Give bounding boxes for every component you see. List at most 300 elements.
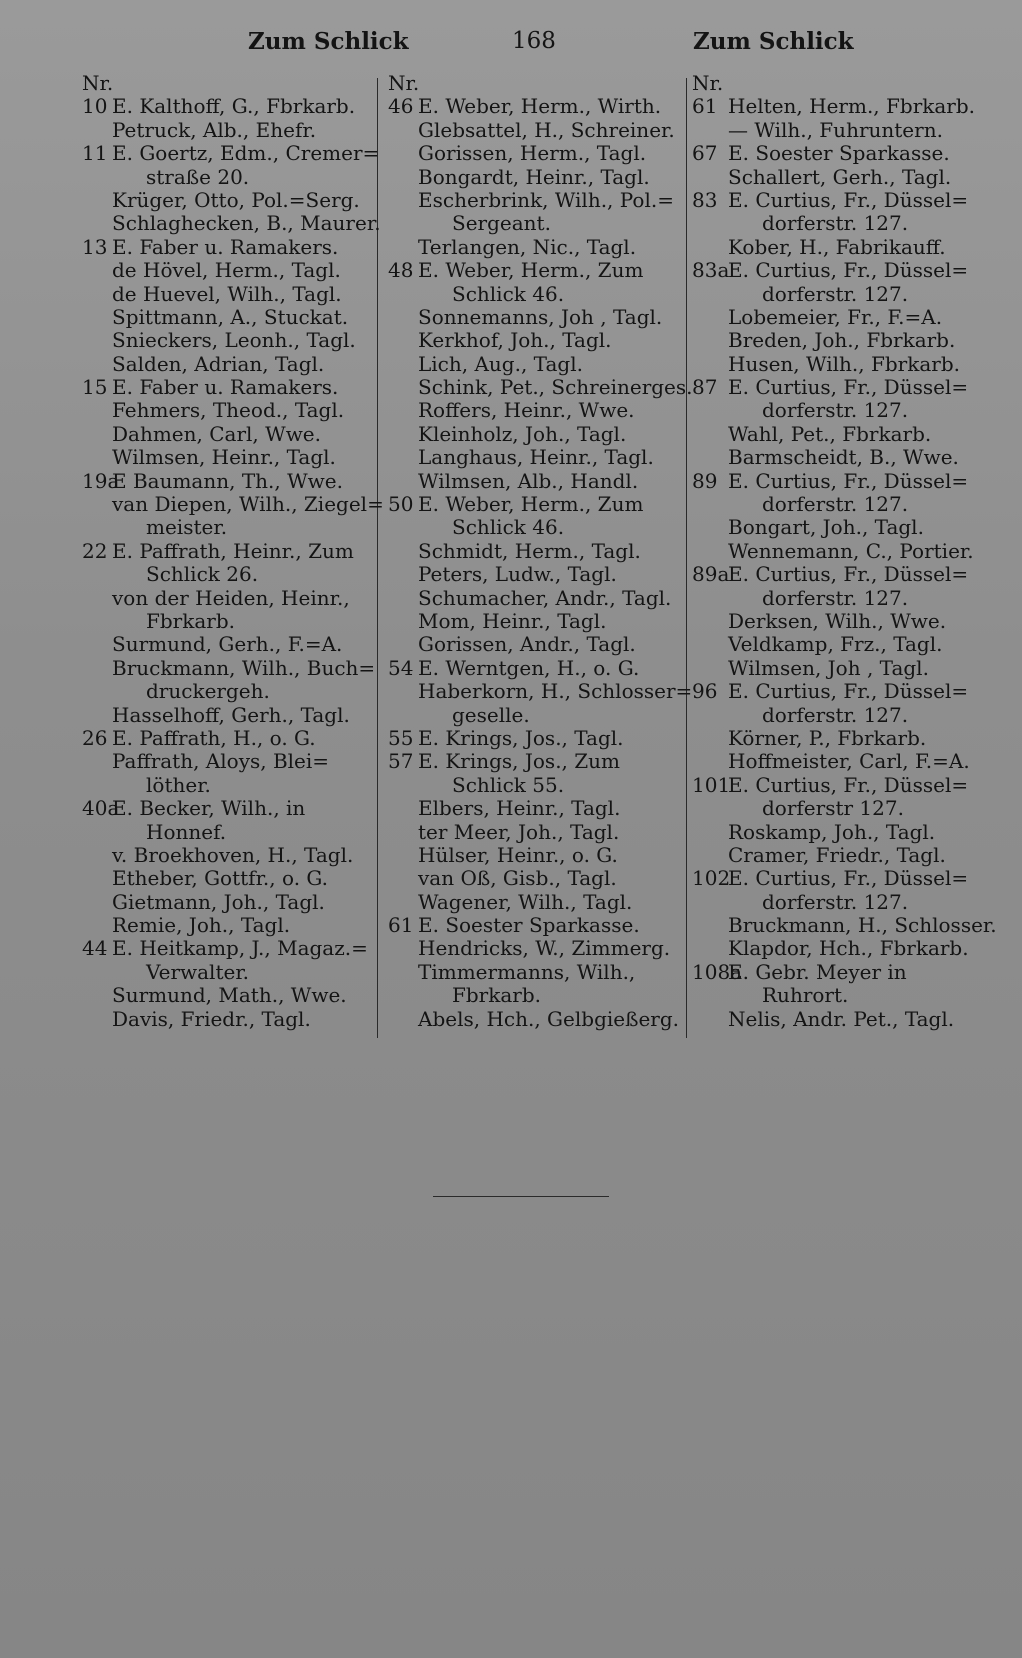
house-entry	[82, 937, 372, 960]
resident-entry	[692, 306, 992, 329]
house-number: 46	[388, 94, 414, 119]
house-number: 83a	[692, 258, 730, 283]
entry-text: Schlaghecken, B., Maurer.	[112, 211, 381, 236]
entry-text: Ruhrort.	[762, 983, 849, 1008]
entry-text: dorferstr. 127.	[762, 585, 909, 610]
entry-text: Schlick 46.	[452, 515, 565, 540]
entry-text: Roskamp, Joh., Tagl.	[728, 819, 936, 844]
entry-text: Snieckers, Leonh., Tagl.	[112, 328, 356, 353]
house-number: 50	[388, 492, 414, 517]
entry-text: Wilmsen, Joh , Tagl.	[728, 655, 929, 680]
entry-continuation	[82, 680, 372, 703]
entry-text: Salden, Adrian, Tagl.	[112, 351, 325, 376]
house-number	[82, 563, 112, 586]
resident-entry	[82, 844, 372, 867]
entry-text: Verwalter.	[146, 959, 250, 984]
house-number	[692, 166, 728, 189]
resident-entry	[388, 540, 678, 563]
entry-text: von der Heiden, Heinr.,	[112, 585, 350, 610]
house-number	[692, 283, 728, 306]
house-number	[388, 984, 418, 1007]
house-number	[692, 236, 728, 259]
house-entry	[82, 797, 372, 820]
house-number	[692, 329, 728, 352]
house-entry	[692, 142, 992, 165]
house-number	[388, 867, 418, 890]
entry-text: dorferstr. 127.	[762, 889, 909, 914]
house-entry	[692, 95, 992, 118]
entry-text: Wahl, Pet., Fbrkarb.	[728, 421, 932, 446]
resident-entry	[82, 189, 372, 212]
house-entry	[692, 774, 992, 797]
running-header	[0, 28, 1022, 68]
entry-continuation	[388, 704, 678, 727]
entry-text: Honnef.	[146, 819, 227, 844]
entry-text: Hoffmeister, Carl, F.=A.	[728, 749, 970, 774]
house-number	[388, 610, 418, 633]
entry-continuation	[388, 774, 678, 797]
house-number	[388, 563, 418, 586]
entry-text: Breden, Joh., Fbrkarb.	[728, 328, 956, 353]
resident-entry	[388, 821, 678, 844]
resident-entry	[692, 446, 992, 469]
entry-text: dorferstr. 127.	[762, 702, 909, 727]
entry-text: Hülser, Heinr., o. G.	[418, 842, 618, 867]
house-number: 40a	[82, 796, 120, 821]
house-number	[82, 329, 112, 352]
resident-entry	[82, 329, 372, 352]
entry-text: E. Faber u. Ramakers.	[112, 234, 339, 259]
entry-text: E. Curtius, Fr., Düssel=	[728, 187, 969, 212]
house-number: 22	[82, 538, 108, 563]
house-number	[82, 704, 112, 727]
house-number	[82, 1008, 112, 1031]
resident-entry	[82, 211, 381, 236]
resident-entry	[82, 259, 372, 282]
entry-text: E. Paffrath, Heinr., Zum	[112, 538, 354, 563]
resident-entry	[388, 610, 678, 633]
house-number	[388, 446, 418, 469]
house-number	[692, 821, 728, 844]
entry-text: E. Goertz, Edm., Cremer=	[112, 141, 380, 166]
entry-text: dorferstr 127.	[762, 796, 904, 821]
resident-entry	[388, 189, 678, 212]
resident-entry	[388, 563, 678, 586]
entry-text: E. Weber, Herm., Zum	[418, 258, 644, 283]
house-entry	[692, 680, 992, 703]
house-number: 11	[82, 141, 108, 166]
house-number	[82, 633, 112, 656]
entry-text: druckergeh.	[146, 679, 270, 704]
resident-entry	[692, 913, 997, 938]
house-number	[692, 446, 728, 469]
resident-entry	[82, 750, 372, 773]
house-number	[388, 516, 418, 539]
entry-text: Bruckmann, H., Schlosser.	[728, 913, 997, 938]
resident-entry	[82, 353, 372, 376]
house-number	[82, 750, 112, 773]
house-number	[82, 844, 112, 867]
resident-entry	[692, 423, 992, 446]
resident-entry	[388, 446, 678, 469]
entry-text: Bongardt, Heinr., Tagl.	[418, 164, 650, 189]
entry-text: E. Curtius, Fr., Düssel=	[728, 468, 969, 493]
entry-text: Schallert, Gerh., Tagl.	[728, 164, 952, 189]
house-number	[692, 516, 728, 539]
house-number	[388, 306, 418, 329]
house-number	[82, 891, 112, 914]
house-entry	[388, 259, 678, 282]
house-number: 15	[82, 375, 108, 400]
entry-text: Fehmers, Theod., Tagl.	[112, 398, 345, 423]
entry-continuation	[82, 563, 372, 586]
house-number: 55	[388, 725, 414, 750]
house-number	[388, 937, 418, 960]
house-number: 57	[388, 749, 414, 774]
entry-text: Peters, Ludw., Tagl.	[418, 562, 617, 587]
house-number	[388, 353, 418, 376]
entry-text: Schlick 46.	[452, 281, 565, 306]
house-number	[82, 984, 112, 1007]
entry-text: E. Soester Sparkasse.	[728, 141, 950, 166]
resident-entry	[692, 633, 992, 656]
entry-text: E. Paffrath, H., o. G.	[112, 725, 316, 750]
entry-text: Schumacher, Andr., Tagl.	[418, 585, 672, 610]
resident-entry	[82, 446, 372, 469]
entry-continuation	[692, 587, 992, 610]
resident-entry	[82, 984, 372, 1007]
entry-text: — Wilh., Fuhruntern.	[728, 117, 943, 142]
house-number	[82, 657, 112, 680]
house-number	[692, 727, 728, 750]
house-number	[82, 914, 112, 937]
house-number: 87	[692, 375, 718, 400]
entry-text: Veldkamp, Frz., Tagl.	[728, 632, 943, 657]
column-3	[692, 71, 997, 1031]
resident-entry	[692, 329, 992, 352]
resident-entry	[82, 633, 372, 656]
entry-text: Wilmsen, Alb., Handl.	[418, 468, 639, 493]
entry-text: Kober, H., Fabrikauff.	[728, 234, 946, 259]
resident-entry	[692, 516, 992, 539]
house-number	[82, 446, 112, 469]
entry-continuation	[82, 166, 372, 189]
entry-text: dorferstr. 127.	[762, 281, 909, 306]
entry-text: E. Curtius, Fr., Düssel=	[728, 375, 969, 400]
house-number: 61	[692, 94, 718, 119]
resident-entry	[692, 236, 992, 259]
entry-text: Langhaus, Heinr., Tagl.	[418, 445, 654, 470]
house-number	[82, 867, 112, 890]
entry-text: meister.	[146, 515, 228, 540]
house-number	[388, 774, 418, 797]
house-number: 96	[692, 679, 718, 704]
house-number	[692, 750, 728, 773]
resident-entry	[82, 655, 376, 680]
house-number: 48	[388, 258, 414, 283]
house-number: 54	[388, 655, 414, 680]
nr-heading: Nr.	[82, 71, 114, 95]
house-number	[388, 283, 418, 306]
resident-entry	[388, 1008, 678, 1031]
house-number	[388, 680, 418, 703]
resident-entry	[388, 961, 678, 984]
entry-text: Petruck, Alb., Ehefr.	[112, 117, 317, 142]
resident-entry	[388, 891, 678, 914]
resident-entry	[388, 679, 693, 704]
entry-continuation	[692, 704, 992, 727]
house-number: 108a	[692, 959, 743, 984]
resident-entry	[388, 633, 678, 656]
entry-text: Schlick 26.	[146, 562, 259, 587]
house-number	[82, 587, 112, 610]
house-number	[692, 914, 728, 937]
house-number: 101	[692, 772, 731, 797]
house-entry	[388, 727, 678, 750]
house-number	[692, 540, 728, 563]
entry-text: de Huevel, Wilh., Tagl.	[112, 281, 342, 306]
entry-text: Spittmann, A., Stuckat.	[112, 304, 349, 329]
resident-entry	[388, 797, 678, 820]
entry-text: E. Weber, Herm., Zum	[418, 492, 644, 517]
entry-text: straße 20.	[146, 164, 250, 189]
house-number	[388, 797, 418, 820]
entry-text: E. Werntgen, H., o. G.	[418, 655, 640, 680]
house-number: 13	[82, 234, 108, 259]
entry-text: E. Curtius, Fr., Düssel=	[728, 679, 969, 704]
house-entry	[82, 376, 372, 399]
house-number	[82, 610, 112, 633]
house-number	[388, 166, 418, 189]
resident-entry	[388, 470, 678, 493]
entry-continuation	[82, 774, 372, 797]
entry-text: van Oß, Gisb., Tagl.	[418, 866, 617, 891]
resident-entry	[692, 1008, 992, 1031]
entry-text: E. Krings, Jos., Zum	[418, 749, 621, 774]
house-number: 61	[388, 913, 414, 938]
house-number	[692, 844, 728, 867]
entry-text: van Diepen, Wilh., Ziegel=	[112, 492, 384, 517]
resident-entry	[82, 1008, 372, 1031]
house-entry	[692, 189, 992, 212]
house-number	[692, 212, 728, 235]
entry-text: E. Faber u. Ramakers.	[112, 375, 339, 400]
entry-text: Timmermanns, Wilh.,	[418, 959, 636, 984]
entry-text: Gorissen, Andr., Tagl.	[418, 632, 636, 657]
entry-continuation	[82, 516, 372, 539]
entry-text: Derksen, Wilh., Wwe.	[728, 608, 947, 633]
house-number	[692, 353, 728, 376]
entry-text: Wennemann, C., Portier.	[728, 538, 974, 563]
resident-entry	[388, 166, 678, 189]
house-number	[388, 633, 418, 656]
entry-text: geselle.	[452, 702, 530, 727]
house-entry	[692, 470, 992, 493]
entry-text: Roffers, Heinr., Wwe.	[418, 398, 635, 423]
entry-text: Wagener, Wilh., Tagl.	[418, 889, 633, 914]
entry-text: Paffrath, Aloys, Blei=	[112, 749, 330, 774]
resident-entry	[692, 166, 992, 189]
entry-text: Schlick 55.	[452, 772, 565, 797]
entry-continuation	[388, 984, 678, 1007]
house-number	[692, 399, 728, 422]
house-entry	[82, 540, 372, 563]
house-number	[82, 283, 112, 306]
resident-entry	[82, 283, 372, 306]
resident-entry	[388, 142, 678, 165]
entry-text: Escherbrink, Wilh., Pol.=	[418, 187, 674, 212]
entry-text: E. Curtius, Fr., Düssel=	[728, 562, 969, 587]
resident-entry	[82, 423, 372, 446]
house-entry	[692, 259, 992, 282]
house-entry	[692, 376, 992, 399]
entry-text: dorferstr. 127.	[762, 492, 909, 517]
house-number	[388, 142, 418, 165]
house-number	[388, 329, 418, 352]
resident-entry	[388, 423, 678, 446]
resident-entry	[692, 727, 992, 750]
entry-text: E. Krings, Jos., Tagl.	[418, 725, 624, 750]
page-number: 168	[512, 28, 556, 54]
house-number	[388, 212, 418, 235]
resident-entry	[388, 587, 678, 610]
entry-text: Hendricks, W., Zimmerg.	[418, 936, 671, 961]
entry-text: Nelis, Andr. Pet., Tagl.	[728, 1006, 955, 1031]
house-number	[82, 516, 112, 539]
house-number	[388, 821, 418, 844]
house-number	[82, 680, 112, 703]
house-entry	[82, 141, 380, 166]
resident-entry	[692, 657, 992, 680]
entry-text: Terlangen, Nic., Tagl.	[418, 234, 637, 259]
column-2	[388, 71, 693, 1031]
resident-entry	[692, 937, 992, 960]
house-number	[82, 212, 112, 235]
house-number	[692, 1008, 728, 1031]
resident-entry	[692, 540, 992, 563]
house-number	[388, 540, 418, 563]
house-number	[388, 119, 418, 142]
house-number	[388, 423, 418, 446]
resident-entry	[388, 844, 678, 867]
house-number	[692, 704, 728, 727]
resident-entry	[692, 750, 992, 773]
house-entry	[388, 914, 678, 937]
resident-entry	[82, 914, 372, 937]
house-number	[82, 821, 112, 844]
house-number	[692, 587, 728, 610]
house-number	[82, 166, 112, 189]
house-number: 10	[82, 94, 108, 119]
entry-text: Etheber, Gottfr., o. G.	[112, 866, 329, 891]
house-number	[82, 399, 112, 422]
house-number	[82, 353, 112, 376]
resident-entry	[388, 399, 678, 422]
entry-text: Barmscheidt, B., Wwe.	[728, 445, 959, 470]
entry-text: E. Kalthoff, G., Fbrkarb.	[112, 94, 356, 119]
entry-continuation	[82, 610, 372, 633]
entry-text: dorferstr. 127.	[762, 211, 909, 236]
house-number	[692, 937, 728, 960]
entry-continuation	[692, 891, 992, 914]
house-entry	[82, 470, 372, 493]
entry-text: E. Curtius, Fr., Düssel=	[728, 258, 969, 283]
entry-text: Davis, Friedr., Tagl.	[112, 1006, 311, 1031]
entry-text: E. Soester Sparkasse.	[418, 913, 640, 938]
resident-entry	[388, 353, 678, 376]
entry-text: Sergeant.	[452, 211, 551, 236]
house-number	[692, 610, 728, 633]
entry-text: Lobemeier, Fr., F.=A.	[728, 304, 943, 329]
entry-text: Lich, Aug., Tagl.	[418, 351, 583, 376]
entry-text: Bruckmann, Wilh., Buch=	[112, 655, 376, 680]
resident-entry	[82, 306, 372, 329]
house-number	[82, 423, 112, 446]
house-entry	[388, 95, 678, 118]
house-number	[692, 797, 728, 820]
resident-entry	[82, 704, 372, 727]
entry-continuation	[82, 961, 372, 984]
entry-text: Glebsattel, H., Schreiner.	[418, 117, 675, 142]
house-number	[692, 119, 728, 142]
entry-continuation	[82, 821, 372, 844]
entry-continuation	[692, 493, 992, 516]
nr-heading: Nr.	[692, 71, 724, 95]
resident-entry	[82, 587, 372, 610]
entry-text: E. Gebr. Meyer in	[728, 959, 907, 984]
resident-entry	[388, 329, 678, 352]
entry-text: Surmund, Gerh., F.=A.	[112, 632, 343, 657]
entry-text: E. Curtius, Fr., Düssel=	[728, 772, 969, 797]
house-number: 89	[692, 468, 718, 493]
house-number	[388, 587, 418, 610]
resident-entry	[388, 937, 678, 960]
resident-entry	[82, 867, 372, 890]
entry-text: Körner, P., Fbrkarb.	[728, 725, 927, 750]
entry-continuation	[692, 984, 992, 1007]
house-entry	[82, 95, 372, 118]
house-number	[388, 236, 418, 259]
resident-entry	[388, 375, 693, 400]
house-entry	[82, 236, 372, 259]
column-1	[82, 71, 384, 1031]
entry-text: ter Meer, Joh., Tagl.	[418, 819, 620, 844]
entry-text: Gorissen, Herm., Tagl.	[418, 141, 647, 166]
house-number	[82, 774, 112, 797]
entry-text: de Hövel, Herm., Tagl.	[112, 258, 341, 283]
entry-text: Schmidt, Herm., Tagl.	[418, 538, 641, 563]
resident-entry	[388, 306, 678, 329]
entry-text: Sonnemanns, Joh , Tagl.	[418, 304, 663, 329]
entry-text: E. Curtius, Fr., Düssel=	[728, 866, 969, 891]
house-number	[388, 704, 418, 727]
resident-entry	[692, 844, 992, 867]
entry-text: E. Weber, Herm., Wirth.	[418, 94, 662, 119]
resident-entry	[692, 353, 992, 376]
entry-continuation	[692, 797, 992, 820]
resident-entry	[82, 891, 372, 914]
entry-text: E. Heitkamp, J., Magaz.=	[112, 936, 368, 961]
house-number	[82, 306, 112, 329]
entry-continuation	[692, 212, 992, 235]
entry-text: Haberkorn, H., Schlosser=	[418, 679, 693, 704]
resident-entry	[82, 119, 372, 142]
house-number: 19a	[82, 468, 120, 493]
entry-text: Abels, Hch., Gelbgießerg.	[418, 1006, 680, 1031]
entry-text: dorferstr. 127.	[762, 398, 909, 423]
house-number	[82, 119, 112, 142]
entry-text: löther.	[146, 772, 211, 797]
